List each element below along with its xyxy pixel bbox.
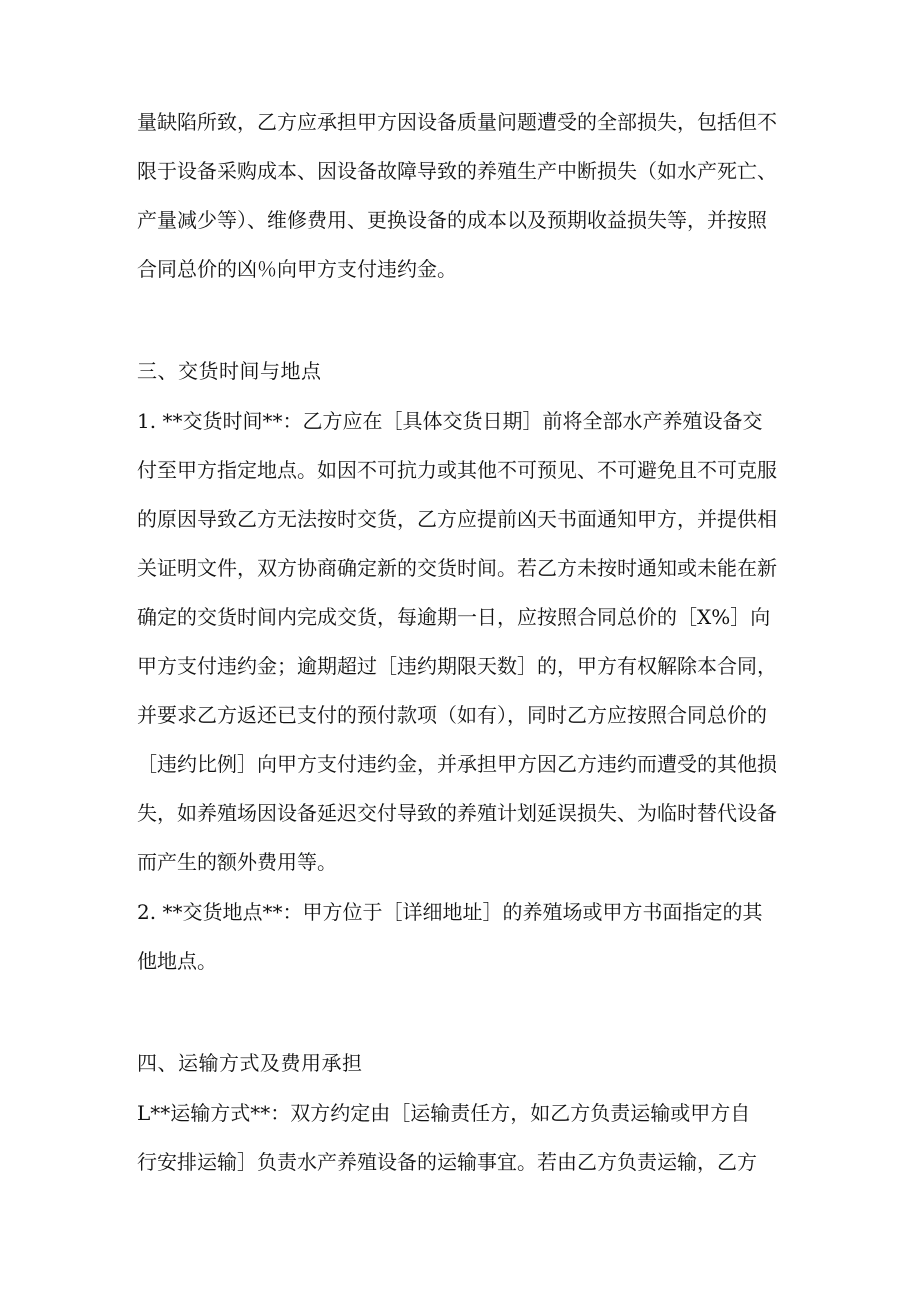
section-heading-delivery: 三、交货时间与地点 <box>137 359 322 383</box>
text-line: 并要求乙方返还已支付的预付款项（如有），同时乙方应按照合同总价的 <box>137 703 767 727</box>
document-page <box>137 112 787 1172</box>
text-line: ［违约比例］向甲方支付违约金，并承担甲方因乙方违约而遭受的其他损 <box>137 752 777 776</box>
section-heading-transport: 四、运输方式及费用承担 <box>137 1051 363 1075</box>
text-line: 关证明文件，双方协商确定新的交货时间。若乙方未按时通知或未能在新 <box>137 556 777 580</box>
text-line: 限于设备采购成本、因设备故障导致的养殖生产中断损失（如水产死亡、 <box>137 159 777 183</box>
text-line: 甲方支付违约金；逾期超过［违约期限天数］的，甲方有权解除本合同， <box>137 654 777 678</box>
text-line: 量缺陷所致，乙方应承担甲方因设备质量问题遭受的全部损失，包括但不 <box>137 110 777 134</box>
text-line: 合同总价的凶％向甲方支付违约金。 <box>137 257 457 281</box>
item-delivery-location <box>137 902 787 971</box>
text-line: 1. **交货时间**：乙方应在［具体交货日期］前将全部水产养殖设备交 <box>137 409 763 433</box>
text-line: 确定的交货时间内完成交货，每逾期一日，应按照合同总价的［X%］向 <box>137 605 771 629</box>
text-line: 的原因导致乙方无法按时交货，乙方应提前凶天书面通知甲方，并提供相 <box>137 507 777 531</box>
text-line: 行安排运输］负责水产养殖设备的运输事宜。若由乙方负责运输，乙方 <box>137 1150 757 1174</box>
text-line: 产量减少等）、维修费用、更换设备的成本以及预期收益损失等，并按照 <box>137 208 767 232</box>
paragraph-defect-liability <box>137 112 787 279</box>
text-line: L**运输方式**：双方约定由［运输责任方，如乙方负责运输或甲方自 <box>137 1101 751 1125</box>
text-line: 而产生的额外费用等。 <box>137 850 337 874</box>
text-line: 失，如养殖场因设备延迟交付导致的养殖计划延误损失、为临时替代设备 <box>137 801 777 825</box>
item-delivery-time <box>137 411 787 872</box>
text-line: 他地点。 <box>137 949 217 973</box>
text-line: 付至甲方指定地点。如因不可抗力或其他不可预见、不可避免且不可克服 <box>137 458 777 482</box>
item-transport-method <box>137 1103 787 1172</box>
text-line: 2. **交货地点**：甲方位于［详细地址］的养殖场或甲方书面指定的其 <box>137 900 763 924</box>
